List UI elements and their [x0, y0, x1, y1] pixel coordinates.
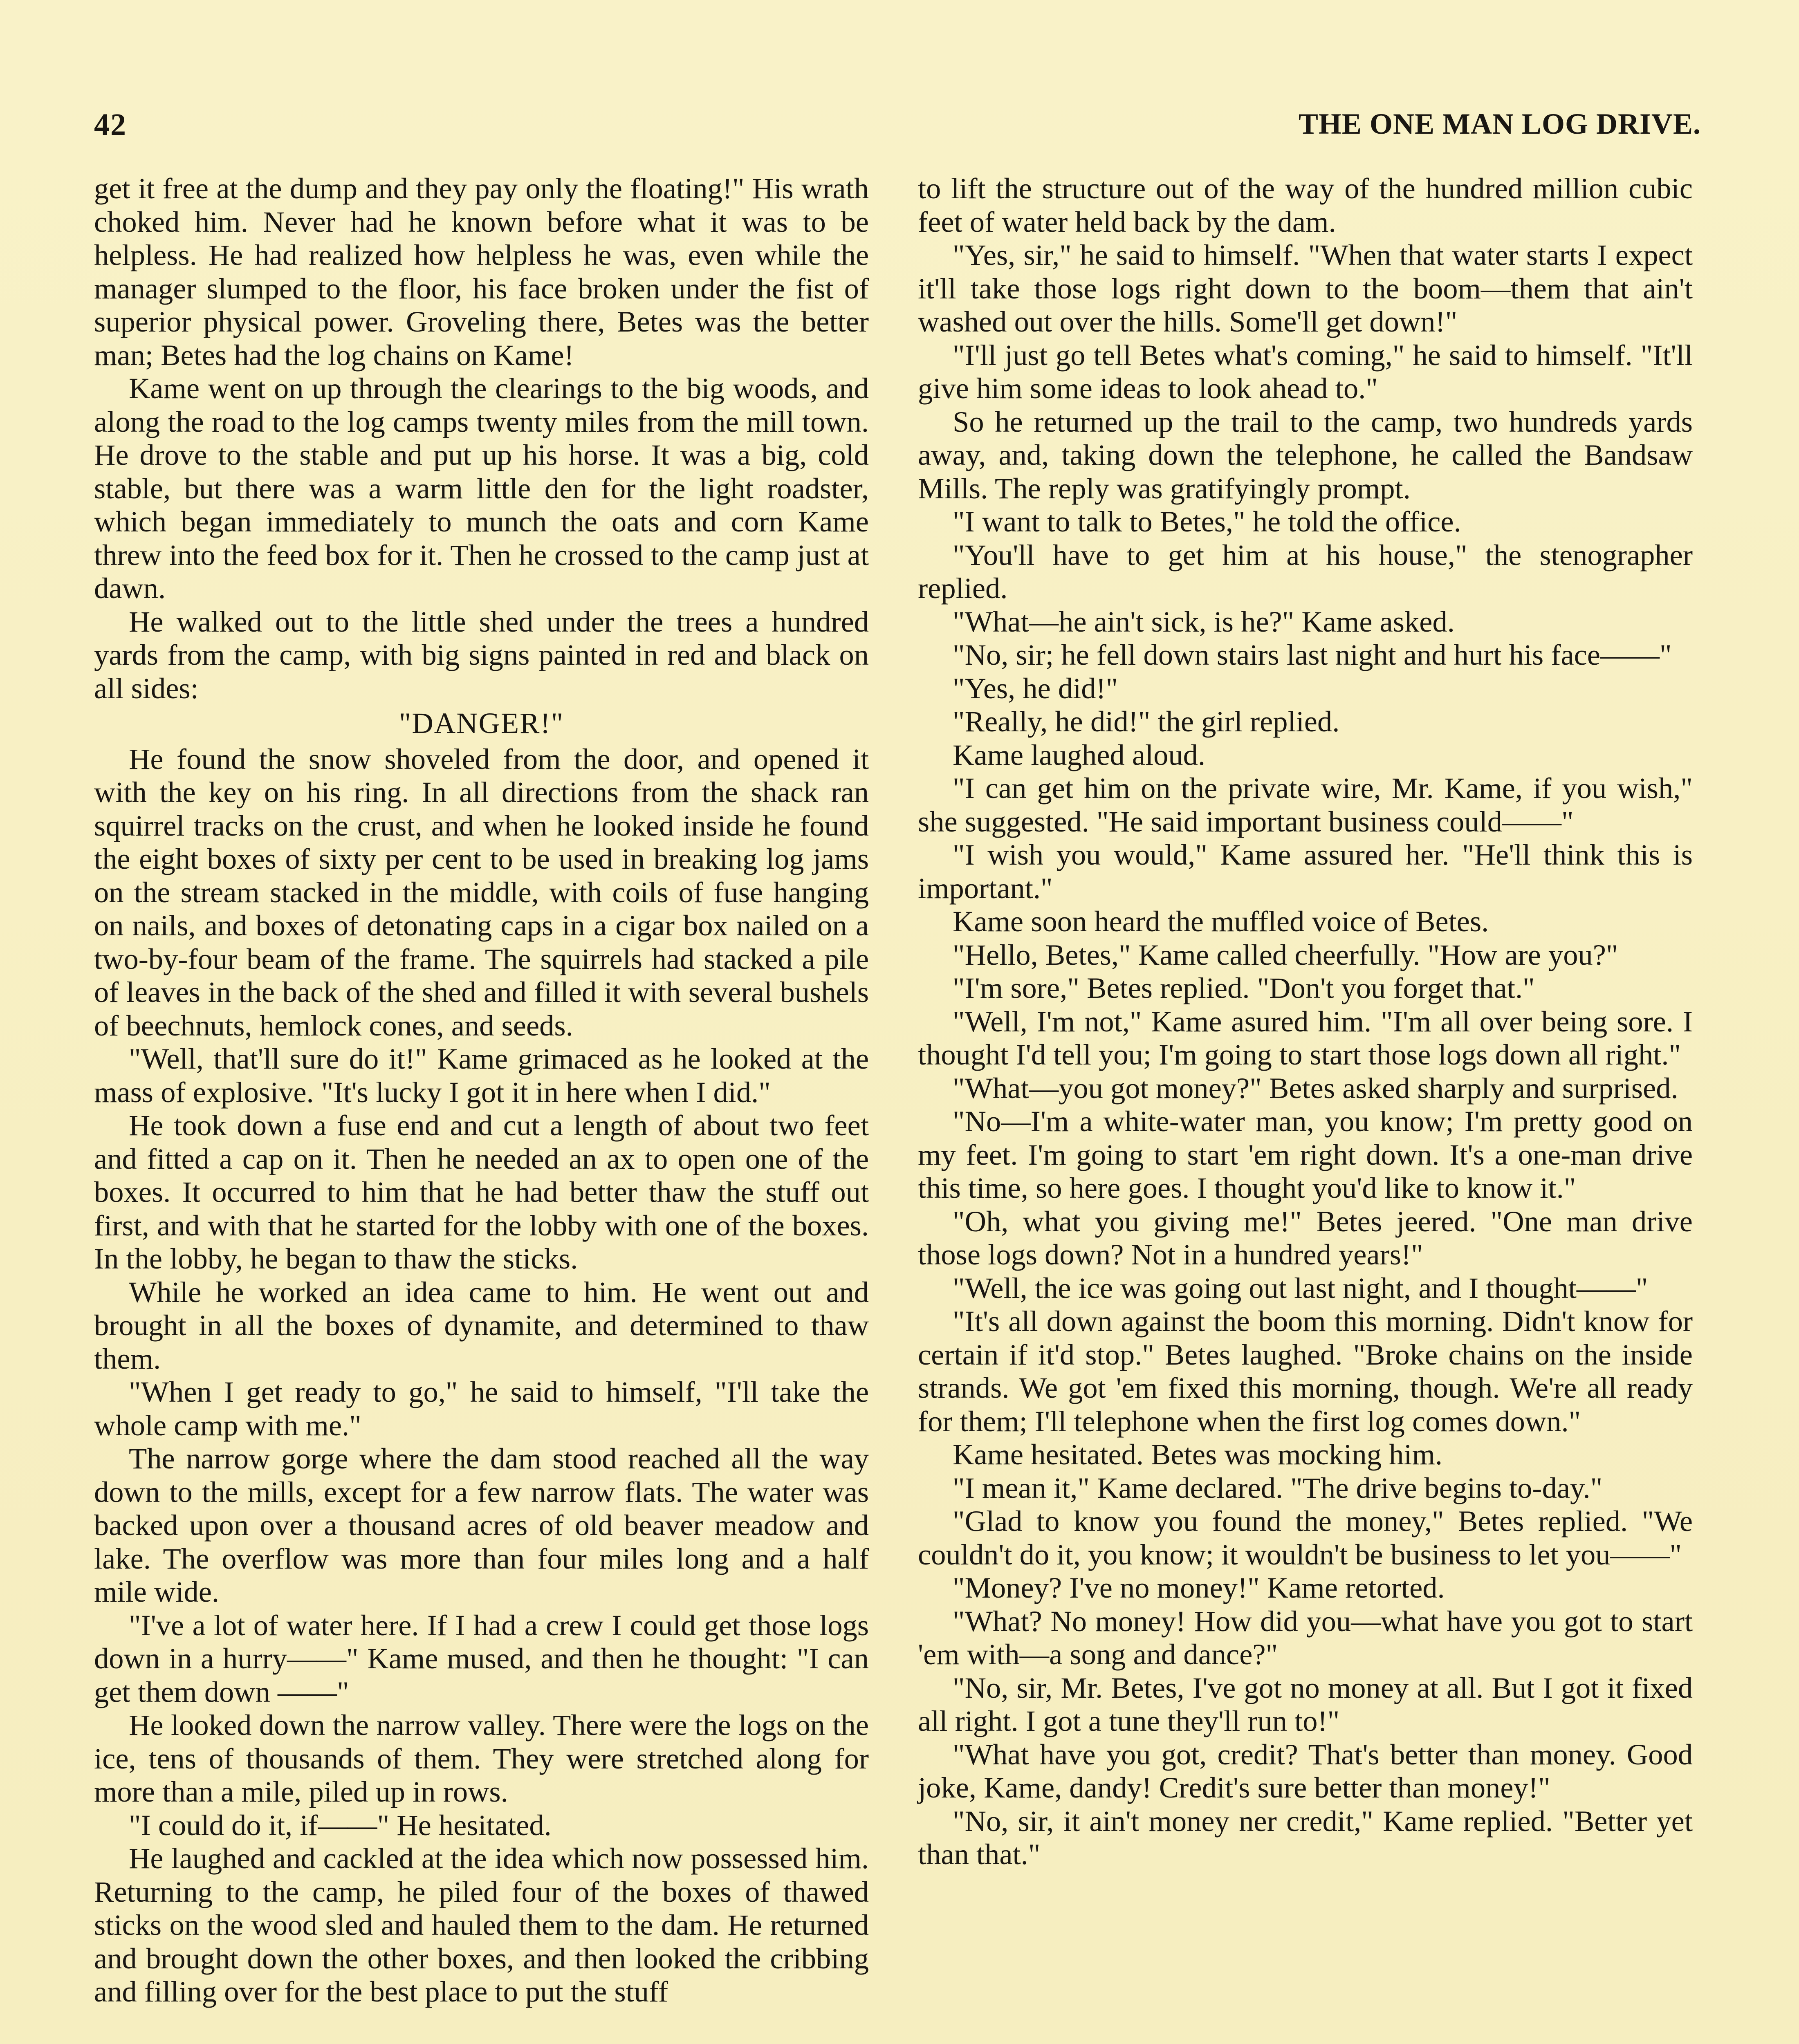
- paragraph: get it free at the dump and they pay only the floating!" His wrath choked him. Never had he known before what it was to be helpless. He had realized how helpless he was, even while the manager slumped to the floor, his face broken under the fist of superior physical power. Groveling there, Betes was the better man; Betes had the log chains on Kame!: [94, 172, 869, 372]
- paragraph: "Yes, he did!": [953, 671, 1118, 705]
- paragraph: He looked down the narrow valley. There were the logs on the ice, tens of thousands of them. They were stretched along for more than a mile, piled up in rows.: [94, 1708, 869, 1808]
- danger-heading: "DANGER!": [399, 706, 564, 740]
- paragraph: "Well, that'll sure do it!" Kame grimaced as he looked at the mass of explosive. "It's lucky I got it in here when I did.": [94, 1042, 869, 1109]
- paragraph: "It's all down against the boom this morning. Didn't know for certain if it'd stop." Betes laughed. "Broke chains on the inside strands. We got 'em fixed this morning, though. We're all ready for them; I'll telephone when the first log comes down.": [918, 1304, 1693, 1438]
- paragraph: "I've a lot of water here. If I had a crew I could get those logs down in a hurry——" Kame mused, and then he thought: "I can get them down ——": [94, 1608, 869, 1708]
- page-header: [94, 107, 1701, 144]
- left-column: [94, 172, 869, 2008]
- paragraph: "No, sir; he fell down stairs last night and hurt his face——": [953, 638, 1672, 671]
- paragraph: Kame soon heard the muffled voice of Betes.: [953, 905, 1489, 938]
- paragraph: He laughed and cackled at the idea which now possessed him. Returning to the camp, he piled four of the boxes of thawed sticks on the wood sled and hauled them to the dam. He returned and brought down the other boxes, and then looked the cribbing and filling over for the best place to put the stuff: [94, 1842, 869, 2008]
- paragraph: "What—he ain't sick, is he?" Kame asked.: [953, 605, 1455, 638]
- paragraph: "What—you got money?" Betes asked sharply and surprised.: [953, 1071, 1678, 1105]
- paragraph: "I mean it," Kame declared. "The drive begins to-day.": [953, 1471, 1603, 1504]
- paragraph: "I'll just go tell Betes what's coming," he said to himself. "It'll give him some ideas to look ahead to.": [918, 338, 1693, 405]
- paragraph: Kame went on up through the clearings to the big woods, and along the road to the log camps twenty miles from the mill town. He drove to the stable and put up his horse. It was a big, cold stable, but there was a warm little den for the light roadster, which began immediately to munch the oats and corn Kame threw into the feed box for it. Then he crossed to the camp just at dawn.: [94, 372, 869, 605]
- paragraph: "No—I'm a white-water man, you know; I'm pretty good on my feet. I'm going to start 'em right down. It's a one-man drive this time, so here goes. I thought you'd like to know it.": [918, 1105, 1693, 1204]
- paragraph: "Glad to know you found the money," Betes replied. "We couldn't do it, you know; it wouldn't be business to let you——": [918, 1504, 1693, 1571]
- right-column: [918, 172, 1693, 1871]
- paragraph: Kame hesitated. Betes was mocking him.: [953, 1438, 1442, 1471]
- paragraph: "I wish you would," Kame assured her. "He'll think this is important.": [918, 838, 1693, 905]
- paragraph: "No, sir, Mr. Betes, I've got no money at all. But I got it fixed all right. I got a tune they'll run to!": [918, 1671, 1693, 1737]
- paragraph: "Hello, Betes," Kame called cheerfully. "How are you?": [953, 938, 1618, 971]
- paragraph: "I want to talk to Betes," he told the office.: [953, 505, 1461, 538]
- paragraph: to lift the structure out of the way of the hundred million cubic feet of water held back by the dam.: [918, 172, 1693, 238]
- paragraph: So he returned up the trail to the camp, two hundreds yards away, and, taking down the telephone, he called the Bandsaw Mills. The reply was gratifyingly prompt.: [918, 405, 1693, 505]
- paragraph: "I could do it, if——" He hesitated.: [129, 1808, 552, 1842]
- paragraph: "You'll have to get him at his house," the stenographer replied.: [918, 538, 1693, 605]
- paragraph: "Really, he did!" the girl replied.: [953, 705, 1340, 738]
- paragraph: "Well, the ice was going out last night, and I thought——": [953, 1271, 1648, 1304]
- paragraph: While he worked an idea came to him. He went out and brought in all the boxes of dynamite, and determined to thaw them.: [94, 1275, 869, 1375]
- page-number: 42: [94, 108, 127, 142]
- paragraph: "When I get ready to go," he said to himself, "I'll take the whole camp with me.": [94, 1375, 869, 1442]
- paragraph: "No, sir, it ain't money ner credit," Kame replied. "Better yet than that.": [918, 1804, 1693, 1871]
- paragraph: He took down a fuse end and cut a length of about two feet and fitted a cap on it. Then he needed an ax to open one of the boxes. It occurred to him that he had better thaw the stuff out first, and with that he started for the lobby with one of the boxes. In the lobby, he began to thaw the sticks.: [94, 1109, 869, 1275]
- paragraph: "Well, I'm not," Kame asured him. "I'm all over being sore. I thought I'd tell you; I'm going to start those logs down all right.": [918, 1004, 1693, 1071]
- paragraph: He found the snow shoveled from the door, and opened it with the key on his ring. In all directions from the shack ran squirrel tracks on the crust, and when he looked inside he found the eight boxes of sixty per cent to be used in breaking log jams on the stream stacked in the middle, with coils of fuse hanging on nails, and boxes of detonating caps in a cigar box nailed on a two-by-four beam of the frame. The squirrels had stacked a pile of leaves in the back of the shed and filled it with several bushels of beechnuts, hemlock cones, and seeds.: [94, 742, 869, 1042]
- paragraph: Kame laughed aloud.: [953, 738, 1206, 771]
- paragraph: "What have you got, credit? That's better than money. Good joke, Kame, dandy! Credit's sure better than money!": [918, 1737, 1693, 1804]
- paragraph: "I'm sore," Betes replied. "Don't you forget that.": [953, 971, 1535, 1004]
- paragraph: "Yes, sir," he said to himself. "When that water starts I expect it'll take those logs right down to the boom—them that ain't washed out over the hills. Some'll get down!": [918, 238, 1693, 338]
- paragraph: "Oh, what you giving me!" Betes jeered. "One man drive those logs down? Not in a hundred years!": [918, 1204, 1693, 1271]
- paragraph: "I can get him on the private wire, Mr. Kame, if you wish," she suggested. "He said important business could——": [918, 771, 1693, 838]
- paragraph: He walked out to the little shed under the trees a hundred yards from the camp, with big signs painted in red and black on all sides:: [94, 605, 869, 705]
- running-title: THE ONE MAN LOG DRIVE.: [1298, 108, 1701, 140]
- paragraph: The narrow gorge where the dam stood reached all the way down to the mills, except for a few narrow flats. The water was backed upon over a thousand acres of old beaver meadow and lake. The overflow was more than four miles long and a half mile wide.: [94, 1442, 869, 1608]
- paragraph: "Money? I've no money!" Kame retorted.: [953, 1571, 1445, 1604]
- paragraph: "What? No money! How did you—what have you got to start 'em with—a song and dance?": [918, 1604, 1693, 1671]
